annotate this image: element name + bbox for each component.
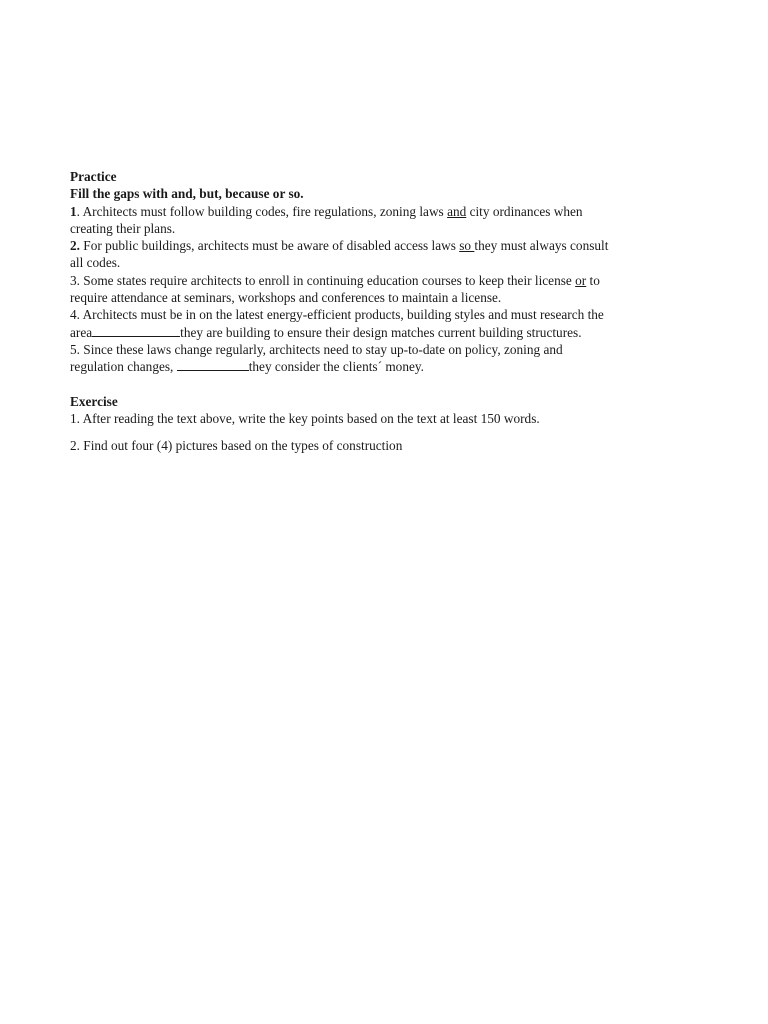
item-number: 1 bbox=[70, 203, 77, 219]
blank-gap[interactable] bbox=[92, 324, 180, 337]
answer-word: and bbox=[447, 203, 467, 219]
blank-gap[interactable] bbox=[177, 358, 249, 371]
item-text: they consider the clients´ money. bbox=[248, 359, 424, 375]
practice-item-5-line-2 bbox=[70, 358, 690, 375]
section-spacer bbox=[70, 376, 690, 393]
item-text: For public buildings, architects must be aware of disabled access laws bbox=[79, 238, 460, 254]
item-text: to bbox=[586, 272, 600, 288]
practice-item-2-line-2: all codes. bbox=[70, 255, 121, 271]
item-text: area bbox=[70, 324, 93, 340]
practice-item-1-line-1 bbox=[70, 203, 690, 220]
practice-item-3-line-2: require attendance at seminars, workshops and conferences to maintain a license. bbox=[70, 290, 502, 306]
practice-item-4-line-2 bbox=[70, 324, 690, 341]
practice-item-2-line-1 bbox=[70, 237, 690, 254]
exercise-heading: Exercise bbox=[70, 393, 118, 409]
practice-instruction: Fill the gaps with and, but, because or so. bbox=[70, 186, 304, 202]
practice-item-3-line-1 bbox=[70, 272, 690, 289]
item-text: city ordinances when bbox=[466, 203, 583, 219]
item-text: they must always consult bbox=[474, 238, 609, 254]
practice-item-1-line-2: creating their plans. bbox=[70, 220, 176, 236]
practice-heading: Practice bbox=[70, 169, 117, 184]
item-text: they are building to ensure their design matches current building structures. bbox=[180, 324, 582, 340]
practice-item-5-line-1: 5. Since these laws change regularly, architects need to stay up-to-date on policy, zoning and bbox=[70, 341, 563, 357]
document-page bbox=[70, 168, 690, 454]
exercise-item-2: 2. Find out four (4) pictures based on the types of construction bbox=[70, 438, 403, 454]
answer-word: so bbox=[459, 238, 475, 254]
item-text: 3. Some states require architects to enroll in continuing education courses to keep their license bbox=[70, 272, 576, 288]
exercise-item-1: 1. After reading the text above, write the key points based on the text at least 150 words. bbox=[70, 410, 540, 426]
answer-word: or bbox=[575, 272, 587, 288]
item-number: 2. bbox=[70, 238, 80, 254]
practice-item-4-line-1: 4. Architects must be in on the latest energy-efficient products, building styles and must research the bbox=[70, 307, 604, 323]
item-text: . Architects must follow building codes, fire regulations, zoning laws bbox=[76, 203, 448, 219]
item-text: regulation changes, bbox=[70, 359, 177, 375]
item-spacer bbox=[70, 427, 690, 437]
